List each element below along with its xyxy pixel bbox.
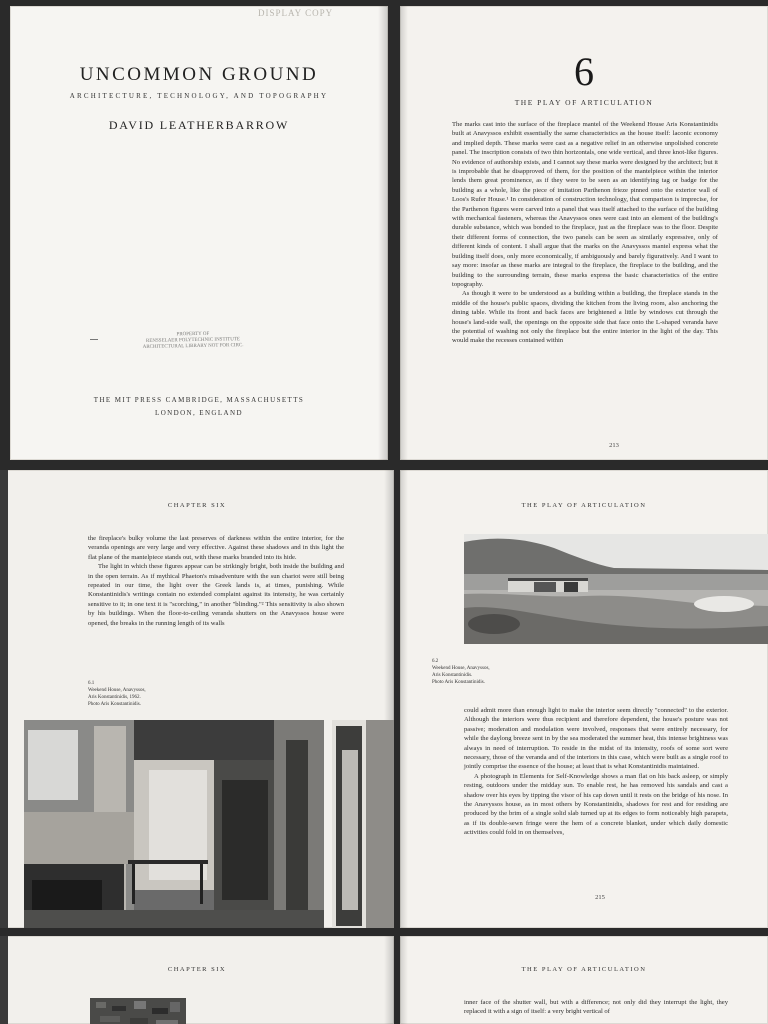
page-edge [0,470,8,928]
library-stamp-line: RENSSELAER POLYTECHNIC INSTITUTE [145,337,240,344]
caption-line: 6.1 [88,681,95,686]
paragraph: The light in which these figures appear can be strikingly bright, both inside the building and in the open terrain. As if mythical Phaeton's misadventure with the sun chariot were still being repeated in our time, the light over the Greek lands is, at times, punishing. While Konstantinidis's writings contain no extended complaint against its intensity, he was certainly sensitive to it; in one text it is "scorching," in another "blinding."² This sensitivity is also shown by his buildings. When the floor-to-ceiling veranda shutters on the Anavyssos house were opened, the breaks in the running length of its walls [88,563,344,627]
caption-line: Photo Aris Konstantinidis. [88,702,141,707]
caption-line: Photo Aris Konstantinidis. [432,680,485,685]
caption-line: Weekend House, Anavyssos, [432,666,490,671]
spine-shadow [400,936,408,1024]
interior-photo-edge [332,720,394,928]
caption-line: Aris Konstantinidis, 1962. [88,695,141,700]
spine-shadow [384,936,394,1024]
running-head: THE PLAY OF ARTICULATION [521,966,647,973]
body-text [464,706,728,838]
chapter-number: 6 [574,49,594,94]
figure-caption [88,680,208,708]
library-stamp [128,331,258,351]
paragraph: could admit more than enough light to make the interior seem directly "connected" to the exterior. Although the interiors were thus recipient and therefore dependent, the house's posture was not passive; moderation and modulation were involved, responses that were entirely necessary, for while the daylong breeze sent in by the sea moderated the summer heat, this intense brightness was always in need of interruption. To reside in the midst of its intensity, roofs of some sort were necessary, those of the veranda and of the interiors in this case, which were built as a single roof to jointly comprise the essence of the house; at least that is what Konstantinidis maintained. [464,707,728,771]
landscape-photo-image [464,534,768,644]
body-text [452,120,718,346]
caption-line: 6.2 [432,659,439,664]
library-stamp-line: ARCHITECTURAL LIBRARY NOT FOR CIRC. [142,343,244,350]
interior-photo-edge-image [332,720,394,928]
interior-photo [24,720,324,928]
publisher-line: LONDON, ENGLAND [155,409,243,417]
paragraph: inner face of the shutter wall, but with a difference; not only did they interrupt the light, they replaced it with a sign of itself: a very bright vertical of [464,999,728,1016]
publisher-line: THE MIT PRESS CAMBRIDGE, MASSACHUSETTS [93,396,305,404]
paragraph: the fireplace's bulky volume the last preserves of darkness within the entire interior, for the veranda openings are very large and very effective. Against these shadows and in this light the flat plane of the mantelpiece stands out, with these marks branded into its hide. [88,535,344,561]
publisher-imprint [10,394,388,420]
book-author: DAVID LEATHERBARROW [108,118,290,132]
running-head: CHAPTER SIX [167,502,227,509]
spine-shadow [400,470,408,928]
right-page-play-of-articulation [400,470,768,928]
book-subtitle: ARCHITECTURE, TECHNOLOGY, AND TOPOGRAPHY [69,92,329,100]
paragraph: As though it were to be understood as a building within a building, the fireplace stands in the middle of the house's public spaces, dividing the kitchen from the living room, also anchoring the dining table. While its front and back faces are brightened a little by windows cut through the house's land-side wall, the openings on the opposite side that face onto the L-shaped veranda have the potential of washing not only the fireplace but the entire interior in the light of the day. This would make the recesses contained within [452,290,718,345]
left-page-partial [0,936,394,1024]
book-title: UNCOMMON GROUND [79,64,319,85]
body-text [88,534,344,628]
title-page [10,6,388,460]
body-text [464,998,728,1017]
paragraph: A photograph in Elements for Self-Knowledge shows a man flat on his back asleep, or simply resting, outdoors under the midday sun. To enable rest, he has removed his sandals and cast a shadow over his eyes by tipping the visor of his cap down until it rests on the bridge of his nose. In the Anavyssos house, as in most others by Konstantinidis, shadows for rest and for residing are produced by the brim of a single solid slab turned up at its edges to form noticeably high parapets, as if its double-sewn fringe were the hem of a concrete blanket, under which daily domestic activities could fold in on themselves, [464,772,728,837]
margin-mark [90,339,98,340]
chapter-opening-page [400,6,768,460]
right-page-partial [400,936,768,1024]
textured-photo [90,998,186,1024]
running-head: CHAPTER SIX [167,966,227,973]
page-edge [0,936,8,1024]
interior-photo-image [24,720,324,928]
faint-stamp: DISPLAY COPY [258,8,334,18]
caption-line: Aris Konstantinidis. [432,673,473,678]
paragraph: The marks cast into the surface of the fireplace mantel of the Weekend House Aris Konstantinidis built at Anavyssos exhibit essentially the same characteristics as the house itself: laconic economy and implied depth. These marks were cast as a negative relief in an otherwise unpolished concrete panel. The inscription consists of two thin horizontals, one wide vertical, and three knot-like figures. No evidence of authorship exists, and I cannot say these marks were designed by the architect; but it is improbable that he disapproved of them, for the position of the mantelpiece within the interior lends them great prominence, as if they were to be seen as an identifying tag or badge for the building as a whole, like the piece of imitation Parthenon frieze pinned onto the exterior wall of Loos's Rufer House.¹ In consideration of construction technology, that comparison is imprecise, for the Parthenon figures were carved into a panel that was itself attached to the surface of the building with mechanical fasteners, whereas the Anavyssos ones were cast into an element of the building's durable substance, which was bonded to the fireplace, just as the fireplace was to the floor. Despite their different forms of connection, the two panels can be seen as similarly expressive, only of different kinds of content. I shall argue that the marks on the Anavyssos mantel express what the building itself does, only more economically, if ambiguously and barely figuratively. And I want to say more: insofar as these marks are integral to the fireplace, the fireplace to the building, and the building to the surrounding terrain, these marks express the basic characteristics of the entire topography. [452,121,718,288]
landscape-photo [464,534,768,644]
textured-photo-image [90,998,186,1024]
page-number: 213 [609,442,619,449]
figure-caption [432,658,552,686]
caption-line: Weekend House, Anavyssos, [88,688,146,693]
library-stamp-line: PROPERTY OF [176,331,210,338]
page-number: 215 [595,894,605,901]
left-page-chapter-six [0,470,394,928]
chapter-title: THE PLAY OF ARTICULATION [514,98,654,107]
running-head: THE PLAY OF ARTICULATION [521,502,647,509]
